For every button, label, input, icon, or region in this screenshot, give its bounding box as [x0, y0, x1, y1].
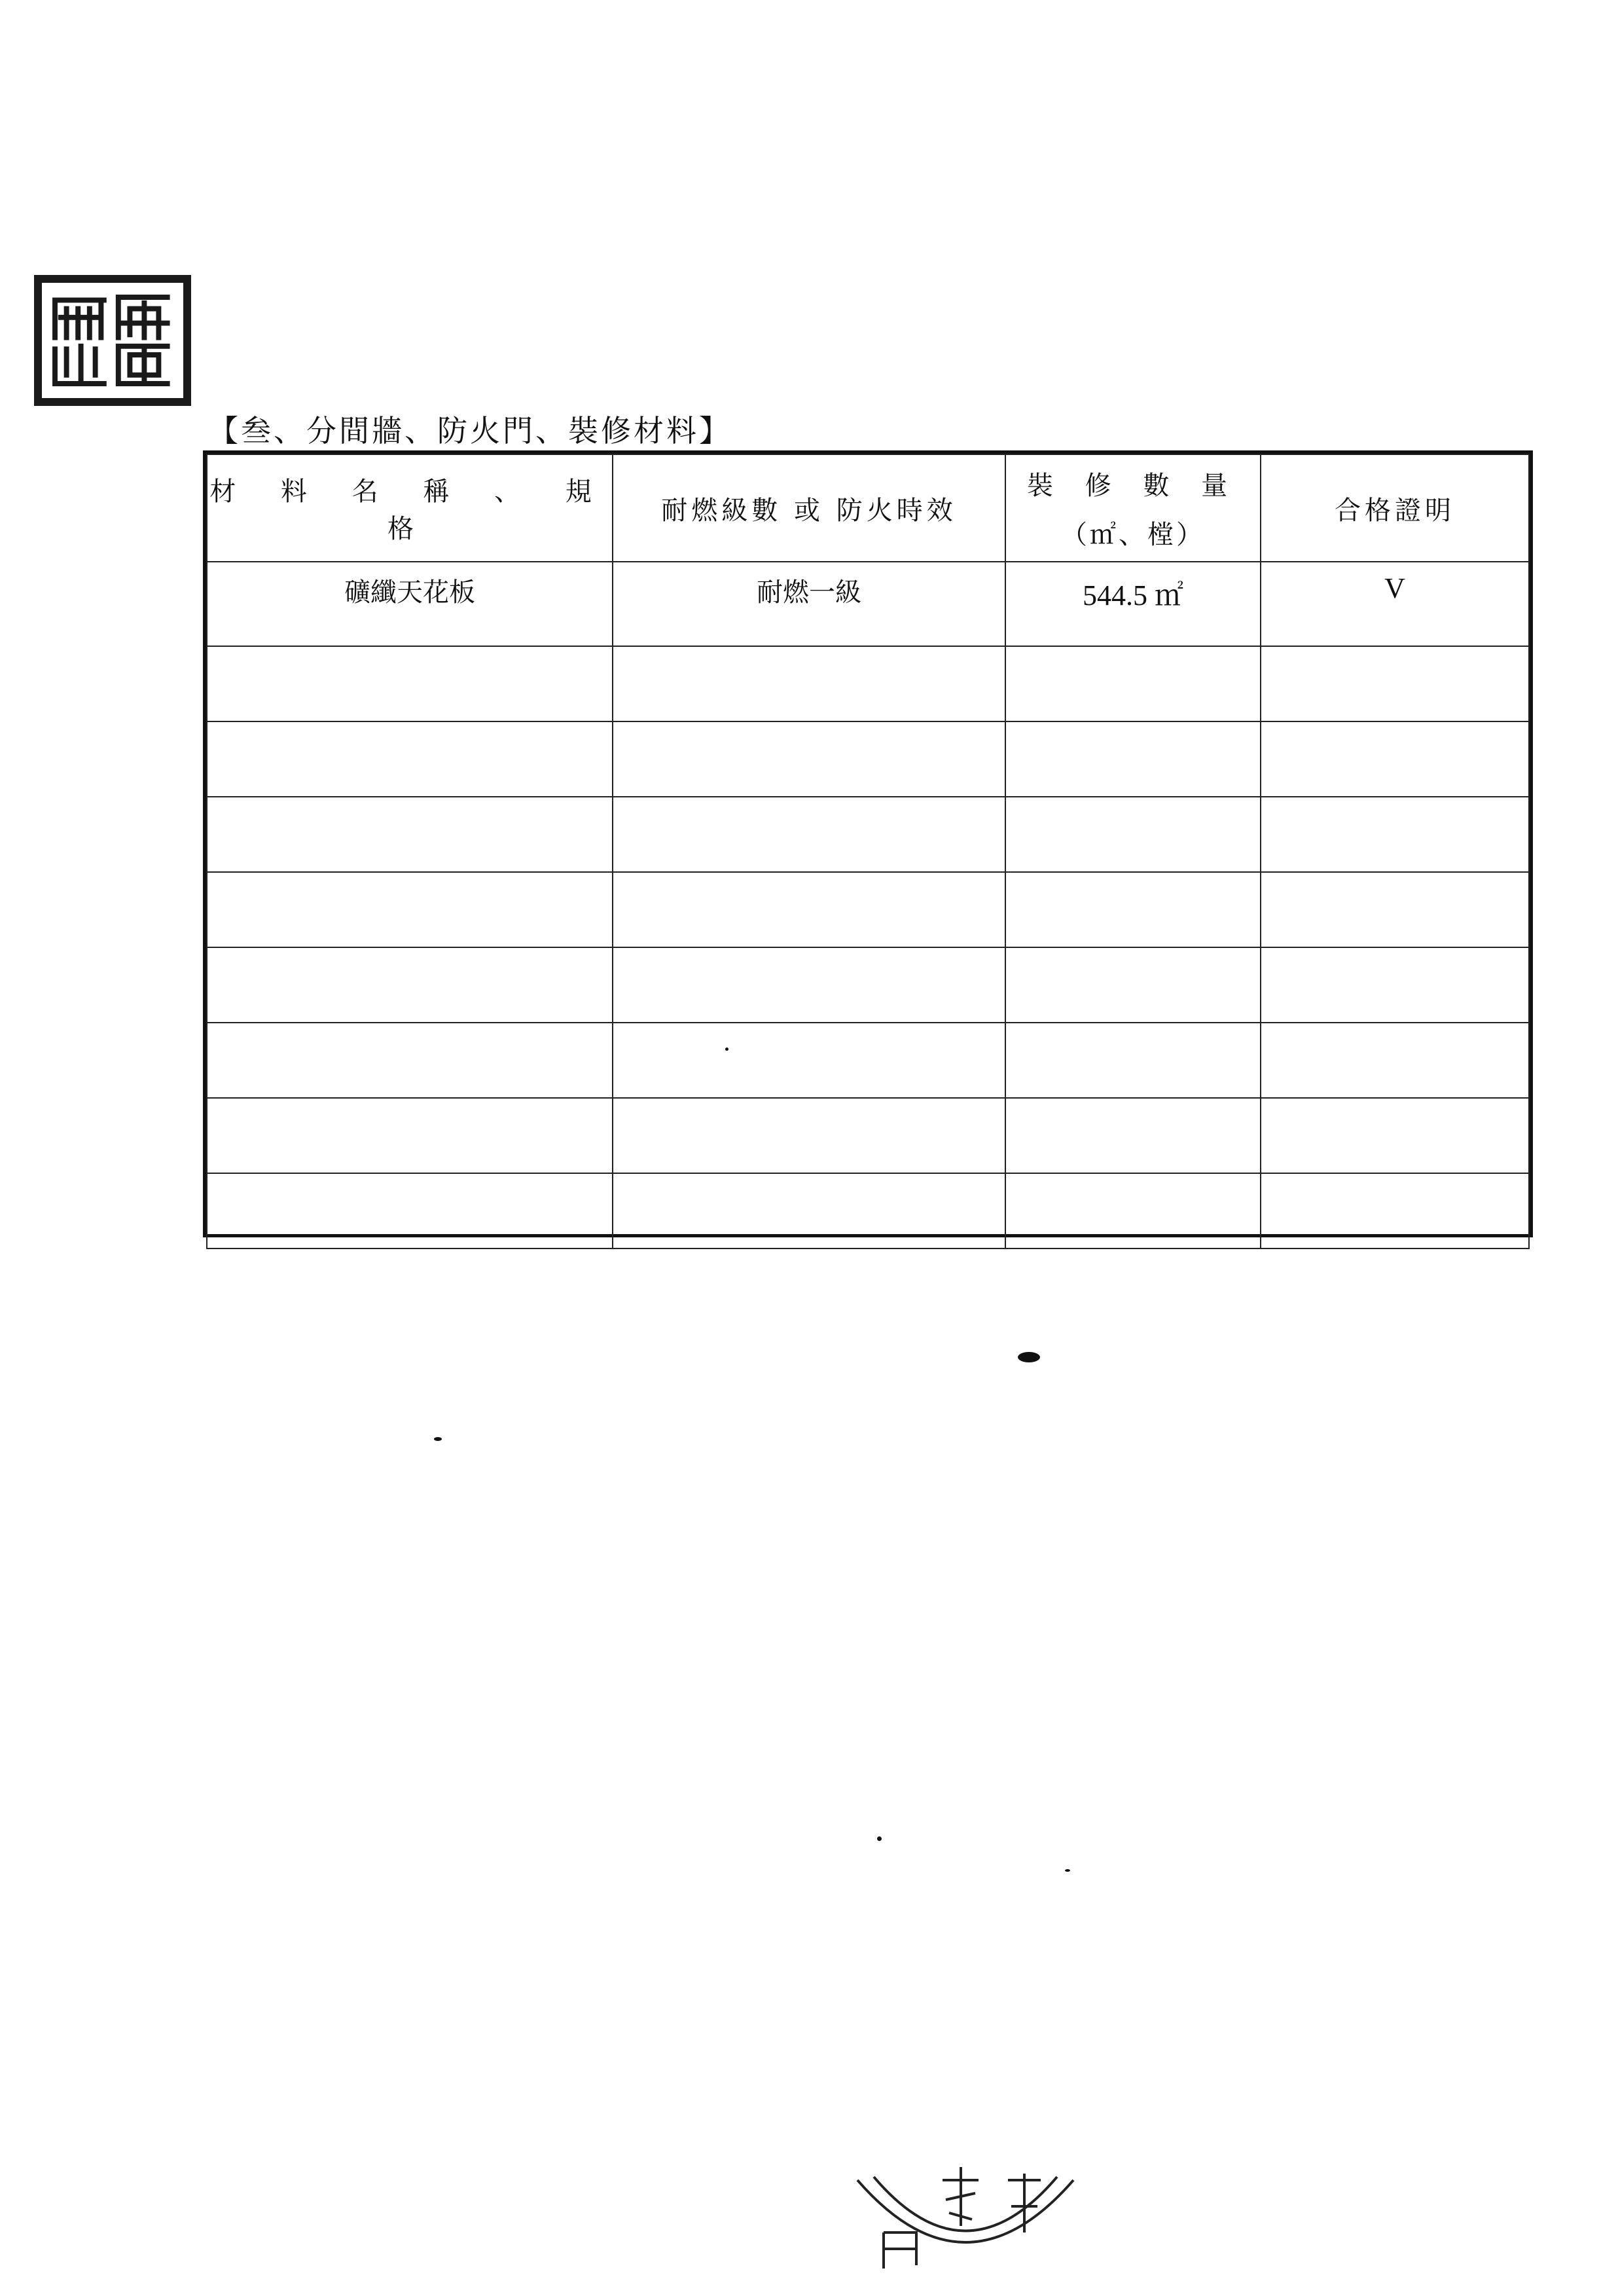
- cell-quantity: [1005, 721, 1261, 797]
- seal-icon: [34, 275, 191, 406]
- cell-certificate: [1261, 1173, 1529, 1248]
- cell-fire-rating: [613, 646, 1005, 721]
- table-row: [207, 721, 1529, 797]
- table-row: [207, 947, 1529, 1023]
- header-quantity-unit: （㎡、樘）: [1061, 520, 1205, 550]
- table-row: [207, 646, 1529, 721]
- scan-speck: [877, 1836, 882, 1841]
- cell-material: [207, 721, 613, 797]
- cell-material: [207, 1173, 613, 1248]
- cell-certificate: [1261, 797, 1529, 872]
- table-row: [207, 797, 1529, 872]
- cell-certificate: [1261, 646, 1529, 721]
- cell-quantity: [1005, 1098, 1261, 1173]
- cell-material: [207, 947, 613, 1023]
- header-certificate: 合格證明: [1261, 454, 1529, 562]
- cell-material: [207, 872, 613, 947]
- cell-certificate: V: [1261, 562, 1529, 646]
- cell-certificate: [1261, 721, 1529, 797]
- table-row: [207, 1173, 1529, 1248]
- cell-material: [207, 1098, 613, 1173]
- cell-material: [207, 646, 613, 721]
- cell-certificate: [1261, 1098, 1529, 1173]
- materials-table: [203, 450, 1533, 1237]
- cell-material: [207, 797, 613, 872]
- header-fire-rating: 耐燃級數 或 防火時效: [613, 454, 1005, 562]
- cell-fire-rating: [613, 721, 1005, 797]
- cell-certificate: [1261, 872, 1529, 947]
- cell-fire-rating: 耐燃一級: [613, 562, 1005, 646]
- cell-fire-rating: [613, 947, 1005, 1023]
- header-quantity-label: 裝 修 數 量: [1026, 471, 1240, 501]
- cell-material: [207, 1023, 613, 1098]
- cell-quantity: [1005, 1173, 1261, 1248]
- scan-speck: [1065, 1869, 1070, 1872]
- cell-fire-rating: [613, 1023, 1005, 1098]
- cell-certificate: [1261, 1023, 1529, 1098]
- cell-material: 礦纖天花板: [207, 562, 613, 646]
- table-row: [207, 872, 1529, 947]
- stamp-icon: [844, 2154, 1087, 2285]
- cell-fire-rating: [613, 797, 1005, 872]
- table-row: [207, 562, 1529, 646]
- cell-quantity: [1005, 1023, 1261, 1098]
- cell-fire-rating: [613, 872, 1005, 947]
- table-row: [207, 1023, 1529, 1098]
- scan-speck: [434, 1437, 442, 1441]
- header-material: 材 料 名 稱 、 規 格: [207, 454, 613, 562]
- header-quantity: [1005, 454, 1261, 562]
- scan-speck: [1018, 1352, 1040, 1362]
- cell-fire-rating: [613, 1173, 1005, 1248]
- table-row: [207, 1098, 1529, 1173]
- cell-quantity: 544.5 ㎡: [1005, 562, 1261, 646]
- cell-quantity: [1005, 947, 1261, 1023]
- cell-quantity: [1005, 797, 1261, 872]
- cell-quantity: [1005, 646, 1261, 721]
- cell-certificate: [1261, 947, 1529, 1023]
- cell-quantity: [1005, 872, 1261, 947]
- table-header-row: [207, 454, 1529, 562]
- scan-speck: [725, 1048, 728, 1051]
- section-heading: 【叁、分間牆、防火門、裝修材料】: [208, 413, 732, 448]
- cell-fire-rating: [613, 1098, 1005, 1173]
